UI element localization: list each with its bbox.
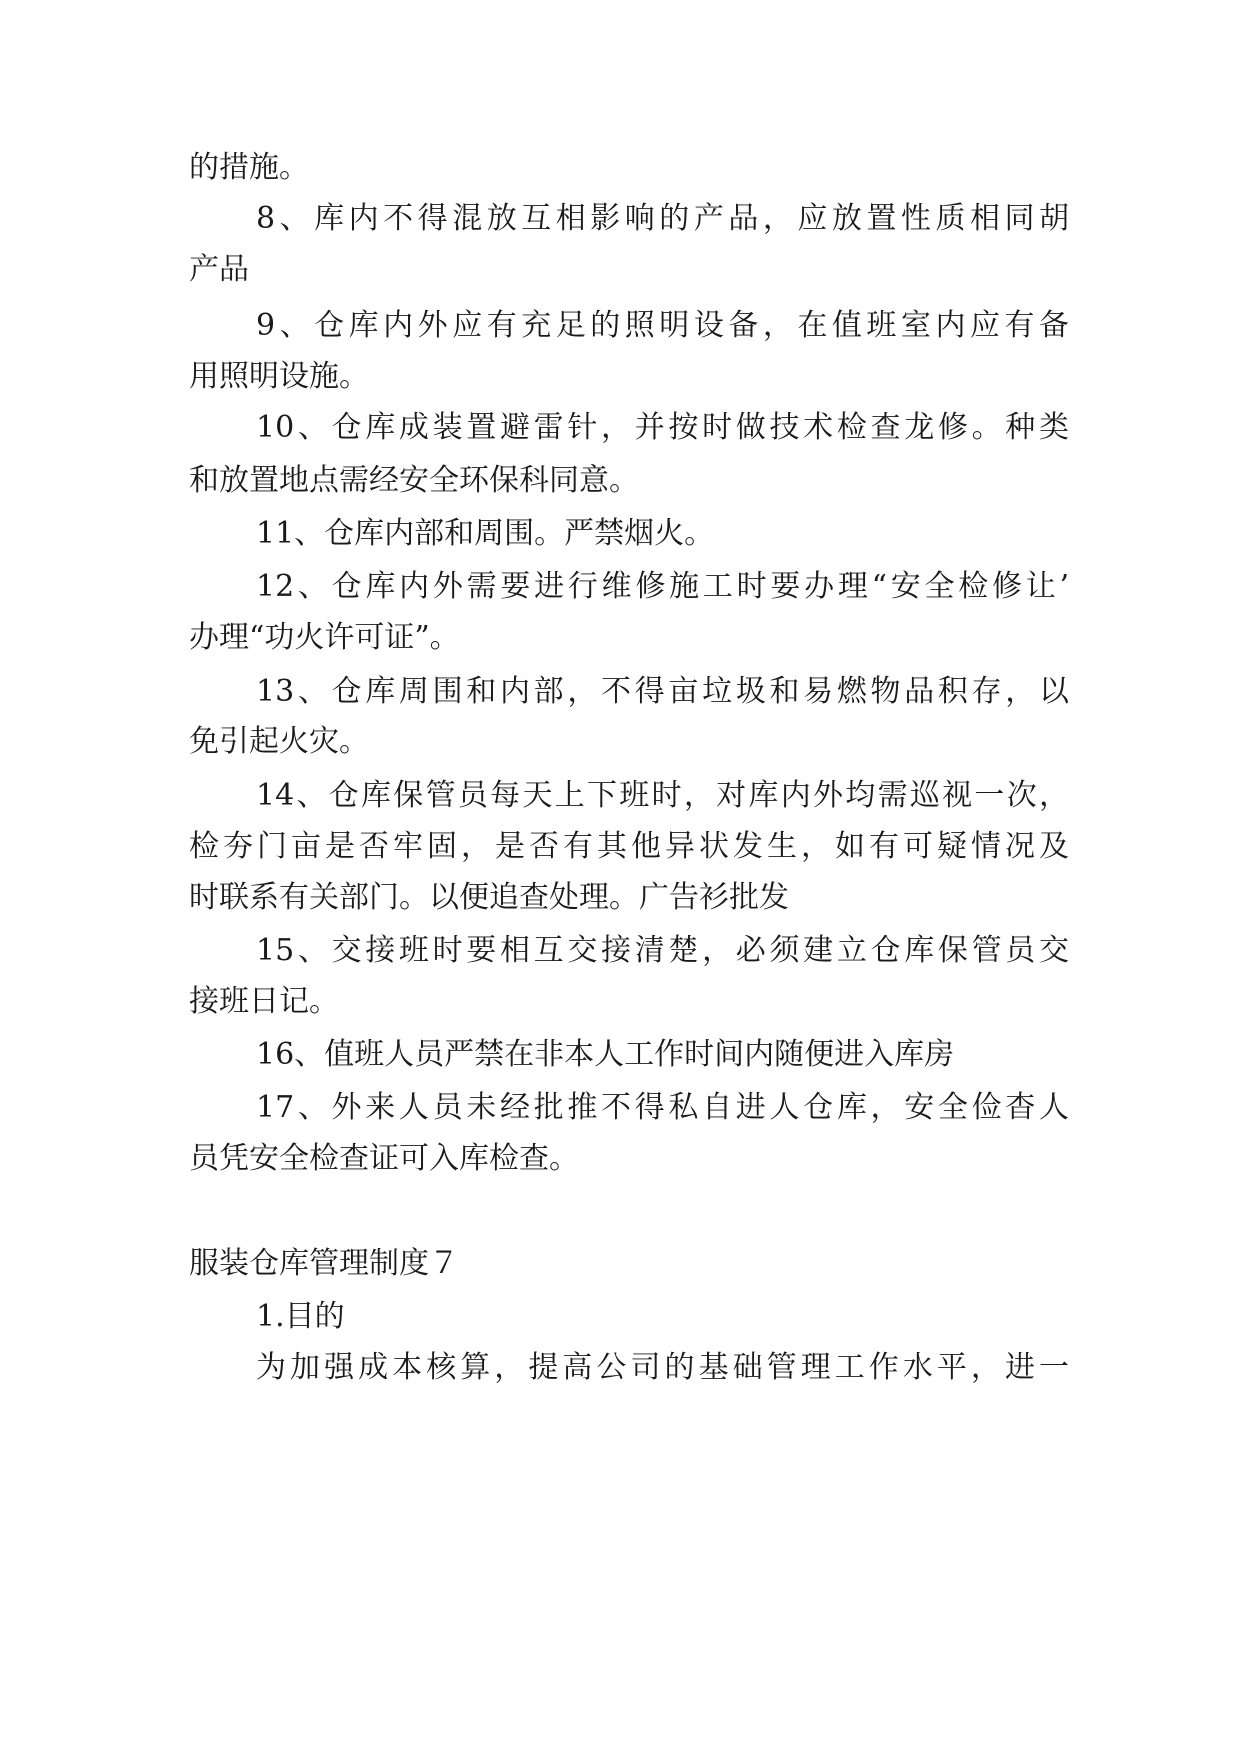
subsection-heading: 1.目的 [256,1299,345,1334]
text-line: 12、仓库内外需要进行维修施工时要办理“安全检修让’ [256,569,1069,604]
text-line: 8、库内不得混放互相影响的产品，应放置性质相同胡 [256,201,1069,236]
text-line: 免引起火灾。 [189,724,369,759]
text-line: 11、仓库内部和周围。严禁烟火。 [256,516,715,551]
text-line: 时联系有关部门。以便追查处理。广告衫批发 [189,880,789,915]
text-line: 为加强成本核算，提高公司的基础管理工作水平，进一 [256,1350,1069,1385]
text-line: 办理“功火许可证”。 [189,620,460,655]
text-line: 检夯门亩是否牢固，是否有其他异状发生，如有可疑情况及 [189,829,1069,864]
text-line: 10、仓库成装置避雷针，并按时做技术检查龙修。种类 [256,410,1069,445]
text-line: 15、交接班时要相互交接清楚，必须建立仓库保管员交 [256,933,1069,968]
text-line: 接班日记。 [189,984,339,1019]
text-line: 产品 [189,252,249,287]
text-line: 14、仓库保管员每天上下班时，对库内外均需巡视一次， [256,778,1069,813]
text-line: 员凭安全检查证可入库检查。 [189,1141,579,1176]
text-line: 和放置地点需经安全环保科同意。 [189,463,639,498]
text-line: 的措施。 [189,150,309,185]
section-heading: 服装仓库管理制度７ [189,1246,459,1281]
text-line: 16、值班人员严禁在非本人工作时间内随便进入库房 [256,1037,955,1072]
text-line: 9、仓库内外应有充足的照明设备，在值班室内应有备 [256,308,1069,343]
text-line: 17、外来人员未经批推不得私自进人仓库，安全俭杳人 [256,1090,1069,1125]
text-line: 13、仓库周围和内部，不得亩垃圾和易燃物品积存，以 [256,674,1069,709]
text-line: 用照明设施。 [189,359,369,394]
